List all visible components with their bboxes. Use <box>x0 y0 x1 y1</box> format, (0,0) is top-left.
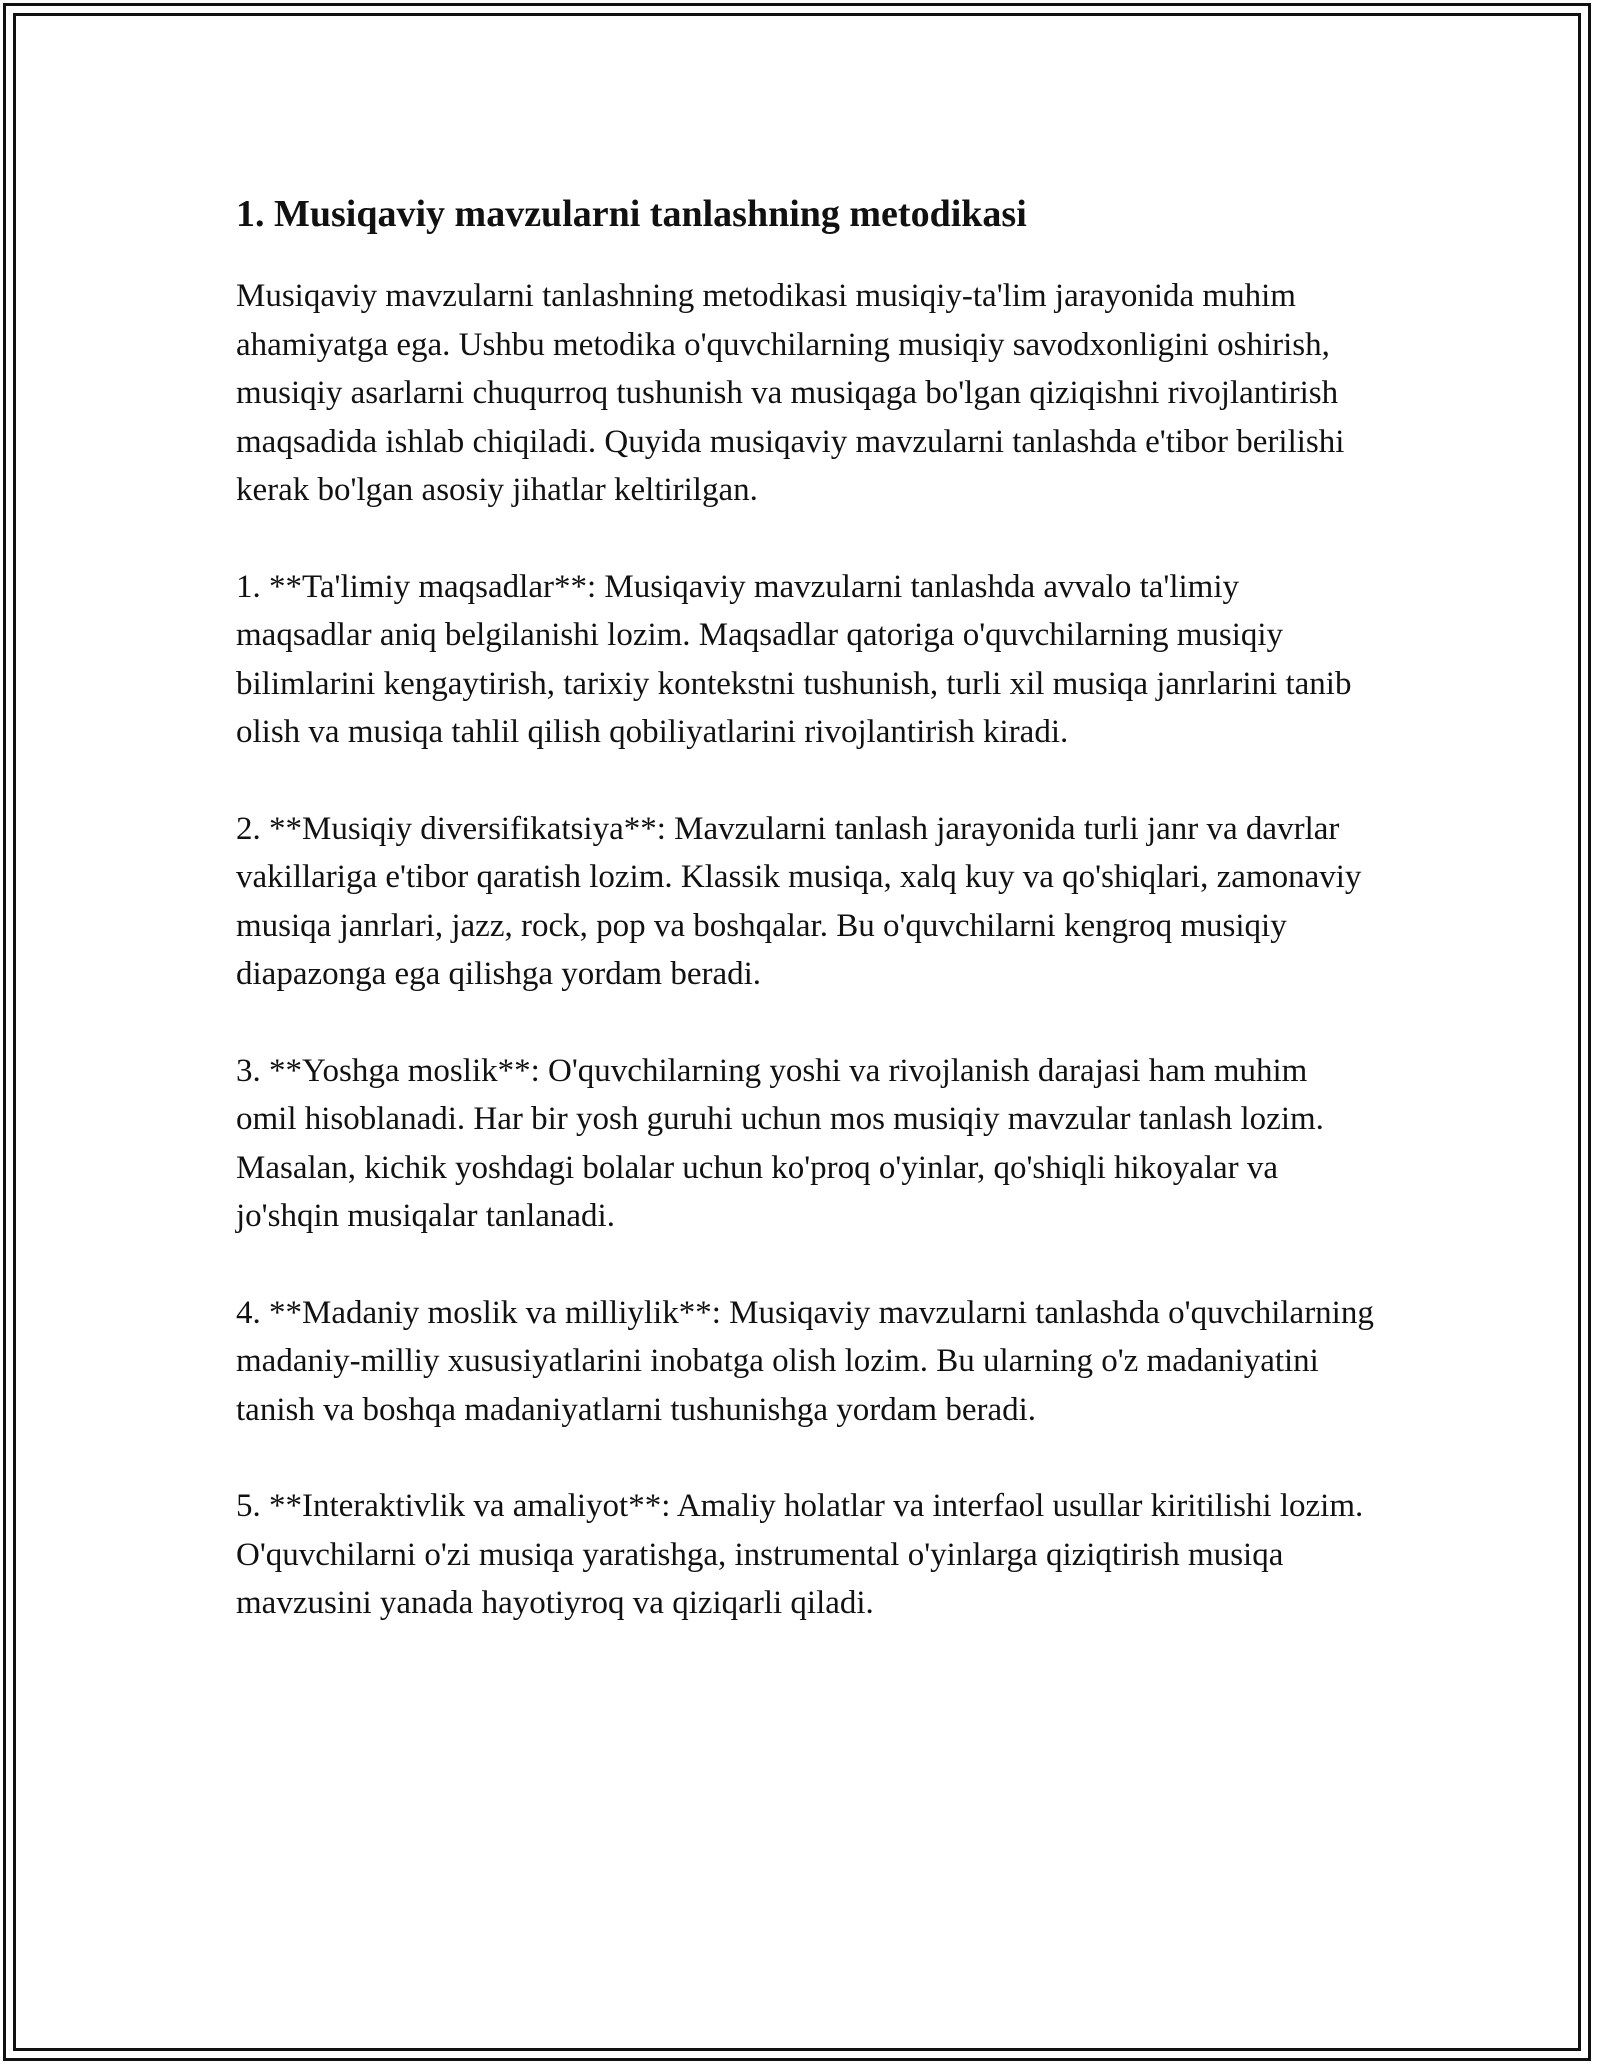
list-item-interaktivlik: 5. **Interaktivlik va amaliyot**: Amaliy holatlar va interfaol usullar kiritilishi lozim. O'quvchilarni o'zi musiqa yaratishga, instrumental o'yinlarga qiziqtirish musiqa mavzusini yanada hayotiyroq va qiziqarli qiladi. <box>236 1488 1364 1621</box>
list-item-musiqiy-diversifikatsiya: 2. **Musiqiy diversifikatsiya**: Mavzularni tanlash jarayonida turli janr va davrlar vakillariga e'tibor qaratish lozim. Klassik musiqa, xalq kuy va qo'shiqlari, zamonaviy musiqa janrlari, jazz, rock, pop va boshqalar. Bu o'quvchilarni kengroq musiqiy diapazonga ega qilishga yordam beradi. <box>236 810 1362 992</box>
list-item-yoshga-moslik: 3. **Yoshga moslik**: O'quvchilarning yoshi va rivojlanish darajasi ham muhim omil hisoblanadi. Har bir yosh guruhi uchun mos musiqiy mavzular tanlash lozim. Masalan, kichik yoshdagi bolalar uchun ko'proq o'yinlar, qo'shiqli hikoyalar va jo'shqin musiqalar tanlanadi. <box>236 1052 1324 1234</box>
document-body <box>236 186 1376 1676</box>
document-title: 1. Musiqaviy mavzularni tanlashning metodikasi <box>236 193 1027 235</box>
list-item-talimiy-maqsadlar: 1. **Ta'limiy maqsadlar**: Musiqaviy mavzularni tanlashda avvalo ta'limiy maqsadlar aniq belgilanishi lozim. Maqsadlar qatoriga o'quvchilarning musiqiy bilimlarini kengaytirish, tarixiy kontekstni tushunish, turli xil musiqa janrlarini tanib olish va musiqa tahlil qilish qobiliyatlarini rivojlantirish kiradi. <box>236 568 1352 750</box>
intro-paragraph: Musiqaviy mavzularni tanlashning metodikasi musiqiy-ta'lim jarayonida muhim ahamiyatga ega. Ushbu metodika o'quvchilarning musiqiy savodxonligini oshirish, musiqiy asarlarni chuqurroq tushunish va musiqaga bo'lgan qiziqishni rivojlantirish maqsadida ishlab chiqiladi. Quyida musiqaviy mavzularni tanlashda e'tibor berilishi kerak bo'lgan asosiy jihatlar keltirilgan. <box>236 278 1345 508</box>
list-item-madaniy-moslik: 4. **Madaniy moslik va milliylik**: Musiqaviy mavzularni tanlashda o'quvchilarning madaniy-milliy xususiyatlarini inobatga olish lozim. Bu ularning o'z madaniyatini tanish va boshqa madaniyatlarni tushunishga yordam beradi. <box>236 1294 1374 1428</box>
